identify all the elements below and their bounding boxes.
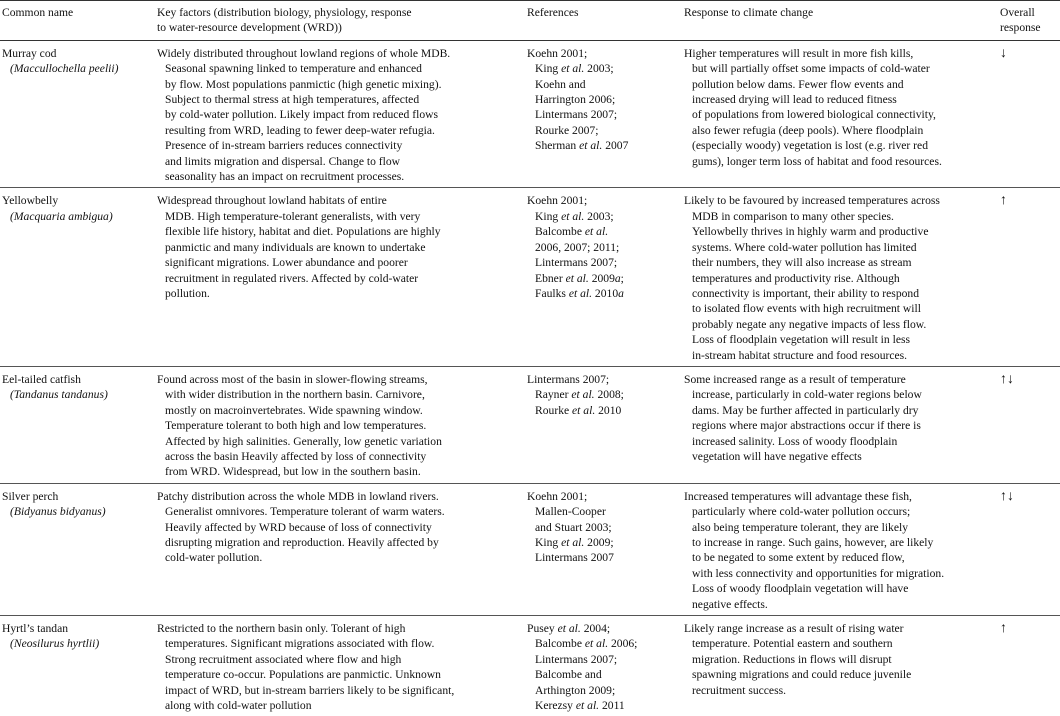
response-line: Higher temperatures will result in more fish kills, [684, 46, 914, 60]
key-factors-line: Patchy distribution across the whole MDB in lowland rivers. [157, 489, 439, 503]
response-line: increased salinity. Loss of woody floodplain [692, 434, 898, 448]
key-factors-cell [155, 616, 527, 716]
overall-response-arrow: ↑↓ [1000, 488, 1014, 504]
table-row [0, 616, 1060, 716]
key-factors-line: Subject to thermal stress at high temperatures, affected [165, 93, 420, 107]
common-name: Silver perch [2, 489, 59, 503]
key-factors-line: Found across most of the basin in slower-flowing streams, [157, 372, 428, 386]
key-factors-line: Temperature tolerant to both high and low temperatures. [165, 419, 427, 433]
key-factors-line: and limits migration and dispersal. Change to flow [165, 154, 401, 168]
key-factors-line: temperature co-occur. Populations are panmictic. Unknown [165, 668, 441, 682]
common-name-cell [0, 483, 155, 615]
key-factors-line: Strong recruitment associated where flow and high [165, 652, 402, 666]
response-line: Loss of woody floodplain vegetation will have [692, 582, 909, 596]
key-factors-cell [155, 40, 527, 188]
response-line: in-stream habitat structure and food resources. [692, 348, 908, 362]
response-line: Increased temperatures will advantage these fish, [684, 489, 912, 503]
header-response: Response to climate change [684, 1, 1000, 41]
overall-response-arrow: ↑ [1000, 193, 1007, 209]
overall-response-cell [1000, 188, 1060, 366]
key-factors-cell [155, 483, 527, 615]
key-factors-line: flexible life history, habitat and diet. Populations are highly [165, 225, 441, 239]
response-cell [684, 616, 1000, 716]
common-name: Eel-tailed catfish [2, 372, 81, 386]
key-factors-line: temperatures. Significant migrations associated with flow. [165, 637, 435, 651]
reference-line: Lintermans 2007; [535, 652, 618, 666]
header-common-name: Common name [0, 1, 155, 41]
key-factors-line: pollution. [165, 286, 210, 300]
common-name-cell [0, 40, 155, 188]
reference-line: Ebner et al. 2009a; [535, 271, 624, 285]
response-line: to increase in range. Such gains, however, are likely [692, 536, 934, 549]
scientific-name: (Neosilurus hyrtlii) [10, 637, 100, 651]
reference-line: Lintermans 2007; [535, 108, 618, 122]
common-name: Yellowbelly [2, 194, 59, 208]
response-line: vegetation will have negative effects [692, 449, 862, 463]
common-name: Murray cod [2, 46, 57, 60]
key-factors-line: along with cold-water pollution [165, 699, 312, 713]
key-factors-line: disrupting migration and reproduction. Heavily affected by [165, 536, 439, 549]
response-line: temperature. Potential eastern and southern [692, 637, 893, 651]
key-factors-line: Heavily affected by WRD because of loss of connectivity [165, 520, 432, 534]
table-row [0, 366, 1060, 483]
common-name-cell [0, 188, 155, 366]
reference-line: Balcombe and [535, 668, 602, 682]
response-line: to be negated to some extent by reduced flow, [692, 551, 905, 565]
reference-line: King et al. 2003; [535, 209, 614, 223]
scientific-name: (Macquaria ambigua) [10, 209, 113, 223]
reference-line: Balcombe et al. 2006; [535, 637, 638, 651]
key-factors-cell [155, 366, 527, 483]
key-factors-line: Seasonal spawning linked to temperature and enhanced [165, 62, 422, 76]
response-line: Yellowbelly thrives in highly warm and productive [692, 225, 929, 239]
key-factors-line: resulting from WRD, leading to fewer deep-water refugia. [165, 123, 435, 137]
key-factors-line: cold-water pollution. [165, 551, 263, 565]
overall-response-arrow: ↑↓ [1000, 371, 1014, 387]
response-line: gums), longer term loss of habitat and food resources. [692, 154, 942, 168]
key-factors-line: across the basin Heavily affected by loss of connectivity [165, 449, 427, 463]
reference-line: Sherman et al. 2007 [535, 139, 629, 153]
overall-response-cell [1000, 40, 1060, 188]
overall-response-cell [1000, 616, 1060, 716]
response-line: temperatures and productivity rise. Although [692, 271, 900, 285]
key-factors-cell [155, 188, 527, 366]
scientific-name: (Tandanus tandanus) [10, 388, 108, 402]
response-line: MDB in comparison to many other species. [692, 209, 894, 223]
key-factors-line: Restricted to the northern basin only. Tolerant of high [157, 622, 406, 636]
key-factors-line: significant migrations. Lower abundance and poorer [165, 256, 408, 270]
overall-response-arrow: ↓ [1000, 45, 1007, 61]
response-line: connectivity is important, their ability to respond [692, 286, 920, 300]
response-line: with less connectivity and opportunities for migration. [692, 566, 945, 580]
response-line: migration. Reductions in flows will disrupt [692, 652, 892, 666]
response-line: but will partially offset some impacts of cold-water [692, 62, 930, 76]
response-line: probably negate any negative impacts of less flow. [692, 317, 927, 331]
table-header [0, 1, 1060, 41]
references-cell [527, 40, 684, 188]
reference-line: Harrington 2006; [535, 93, 616, 107]
reference-line: Mallen-Cooper [535, 505, 606, 519]
response-line: Likely to be favoured by increased temperatures across [684, 194, 940, 208]
common-name-cell [0, 616, 155, 716]
header-overall: Overall response [1000, 1, 1060, 41]
key-factors-line: Generalist omnivores. Temperature tolerant of warm waters. [165, 505, 445, 519]
key-factors-line: Presence of in-stream barriers reduces connectivity [165, 139, 403, 153]
reference-line: and Stuart 2003; [535, 520, 612, 534]
response-line: systems. Where cold-water pollution has limited [692, 240, 917, 254]
common-name: Hyrtl’s tandan [2, 622, 69, 636]
response-line: dams. May be further affected in particularly dry [692, 403, 919, 417]
response-line: negative effects. [692, 597, 768, 611]
reference-line: Lintermans 2007; [535, 256, 618, 270]
scientific-name: (Maccullochella peelii) [10, 62, 119, 76]
response-line: also fewer refugia (deep pools). Where floodplain [692, 123, 924, 137]
reference-line: Faulks et al. 2010a [535, 286, 624, 300]
key-factors-line: recruitment in regulated rivers. Affected by cold-water [165, 271, 419, 285]
references-cell [527, 366, 684, 483]
response-line: Likely range increase as a result of rising water [684, 622, 904, 636]
reference-line: Rourke 2007; [535, 123, 599, 137]
reference-line: Koehn 2001; [527, 194, 588, 208]
header-references: References [527, 1, 684, 41]
references-cell [527, 483, 684, 615]
response-cell [684, 40, 1000, 188]
key-factors-line: with wider distribution in the northern basin. Carnivore, [165, 388, 425, 402]
reference-line: Balcombe et al. [535, 225, 609, 239]
key-factors-line: Widely distributed throughout lowland regions of whole MDB. [157, 46, 451, 60]
reference-line: Koehn 2001; [527, 46, 588, 60]
reference-line: King et al. 2009; [535, 536, 614, 549]
table-row [0, 188, 1060, 366]
overall-response-cell [1000, 483, 1060, 615]
table-row [0, 483, 1060, 615]
response-line: increase, particularly in cold-water regions below [692, 388, 922, 402]
response-line: Some increased range as a result of temperature [684, 372, 906, 386]
common-name-cell [0, 366, 155, 483]
response-line: to isolated flow events with high recruitment will [692, 302, 921, 316]
overall-response-arrow: ↑ [1000, 621, 1007, 637]
key-factors-line: by cold-water pollution. Likely impact from reduced flows [165, 108, 439, 122]
response-cell [684, 483, 1000, 615]
response-line: recruitment success. [692, 683, 787, 697]
key-factors-line: panmictic and many individuals are known to undertake [165, 240, 426, 254]
key-factors-line: from WRD. Widespread, but low in the southern basin. [165, 465, 421, 479]
reference-line: Koehn 2001; [527, 489, 588, 503]
key-factors-line: MDB. High temperature-tolerant generalists, with very [165, 209, 421, 223]
key-factors-line: by flow. Most populations panmictic (high genetic mixing). [165, 77, 442, 91]
reference-line: Lintermans 2007; [527, 372, 610, 386]
reference-line: Lintermans 2007 [535, 551, 614, 565]
reference-line: Arthington 2009; [535, 683, 616, 697]
reference-line: Koehn and [535, 77, 586, 91]
scientific-name: (Bidyanus bidyanus) [10, 505, 106, 519]
reference-line: Rourke et al. 2010 [535, 403, 622, 417]
reference-line: 2006, 2007; 2011; [535, 240, 620, 254]
response-line: (especially woody) vegetation is lost (e.g. river red [692, 139, 928, 153]
key-factors-line: impact of WRD, but in-stream barriers likely to be significant, [165, 683, 455, 697]
table-body [0, 40, 1060, 716]
key-factors-line: Affected by high salinities. Generally, low genetic variation [165, 434, 442, 448]
response-line: Loss of floodplain vegetation will result in less [692, 333, 910, 347]
response-line: regions where major abstractions occur if there is [692, 419, 921, 433]
response-cell [684, 366, 1000, 483]
response-line: pollution below dams. Fewer flow events and [692, 77, 904, 91]
key-factors-line: seasonality has an impact on recruitment processes. [165, 170, 405, 184]
reference-line: Kerezsy et al. 2011 [535, 699, 625, 713]
header-key-factors: Key factors (distribution biology, physiology, response to water-resource development (WRD)) [155, 1, 527, 41]
response-line: their numbers, they will also increase as stream [692, 256, 912, 270]
response-line: also being temperature tolerant, they are likely [692, 520, 909, 534]
overall-response-cell [1000, 366, 1060, 483]
response-line: particularly where cold-water pollution occurs; [692, 505, 911, 519]
response-line: spawning migrations and could reduce juvenile [692, 668, 912, 682]
key-factors-line: mostly on macroinvertebrates. Wide spawning window. [165, 403, 423, 417]
references-cell [527, 616, 684, 716]
key-factors-line: Widespread throughout lowland habitats of entire [157, 194, 387, 208]
reference-line: Rayner et al. 2008; [535, 388, 624, 402]
response-line: of populations from lowered biological connectivity, [692, 108, 936, 122]
reference-line: Pusey et al. 2004; [527, 622, 611, 636]
table-row [0, 40, 1060, 188]
reference-line: King et al. 2003; [535, 62, 614, 76]
response-line: increased drying will lead to reduced fitness [692, 93, 897, 107]
references-cell [527, 188, 684, 366]
response-cell [684, 188, 1000, 366]
